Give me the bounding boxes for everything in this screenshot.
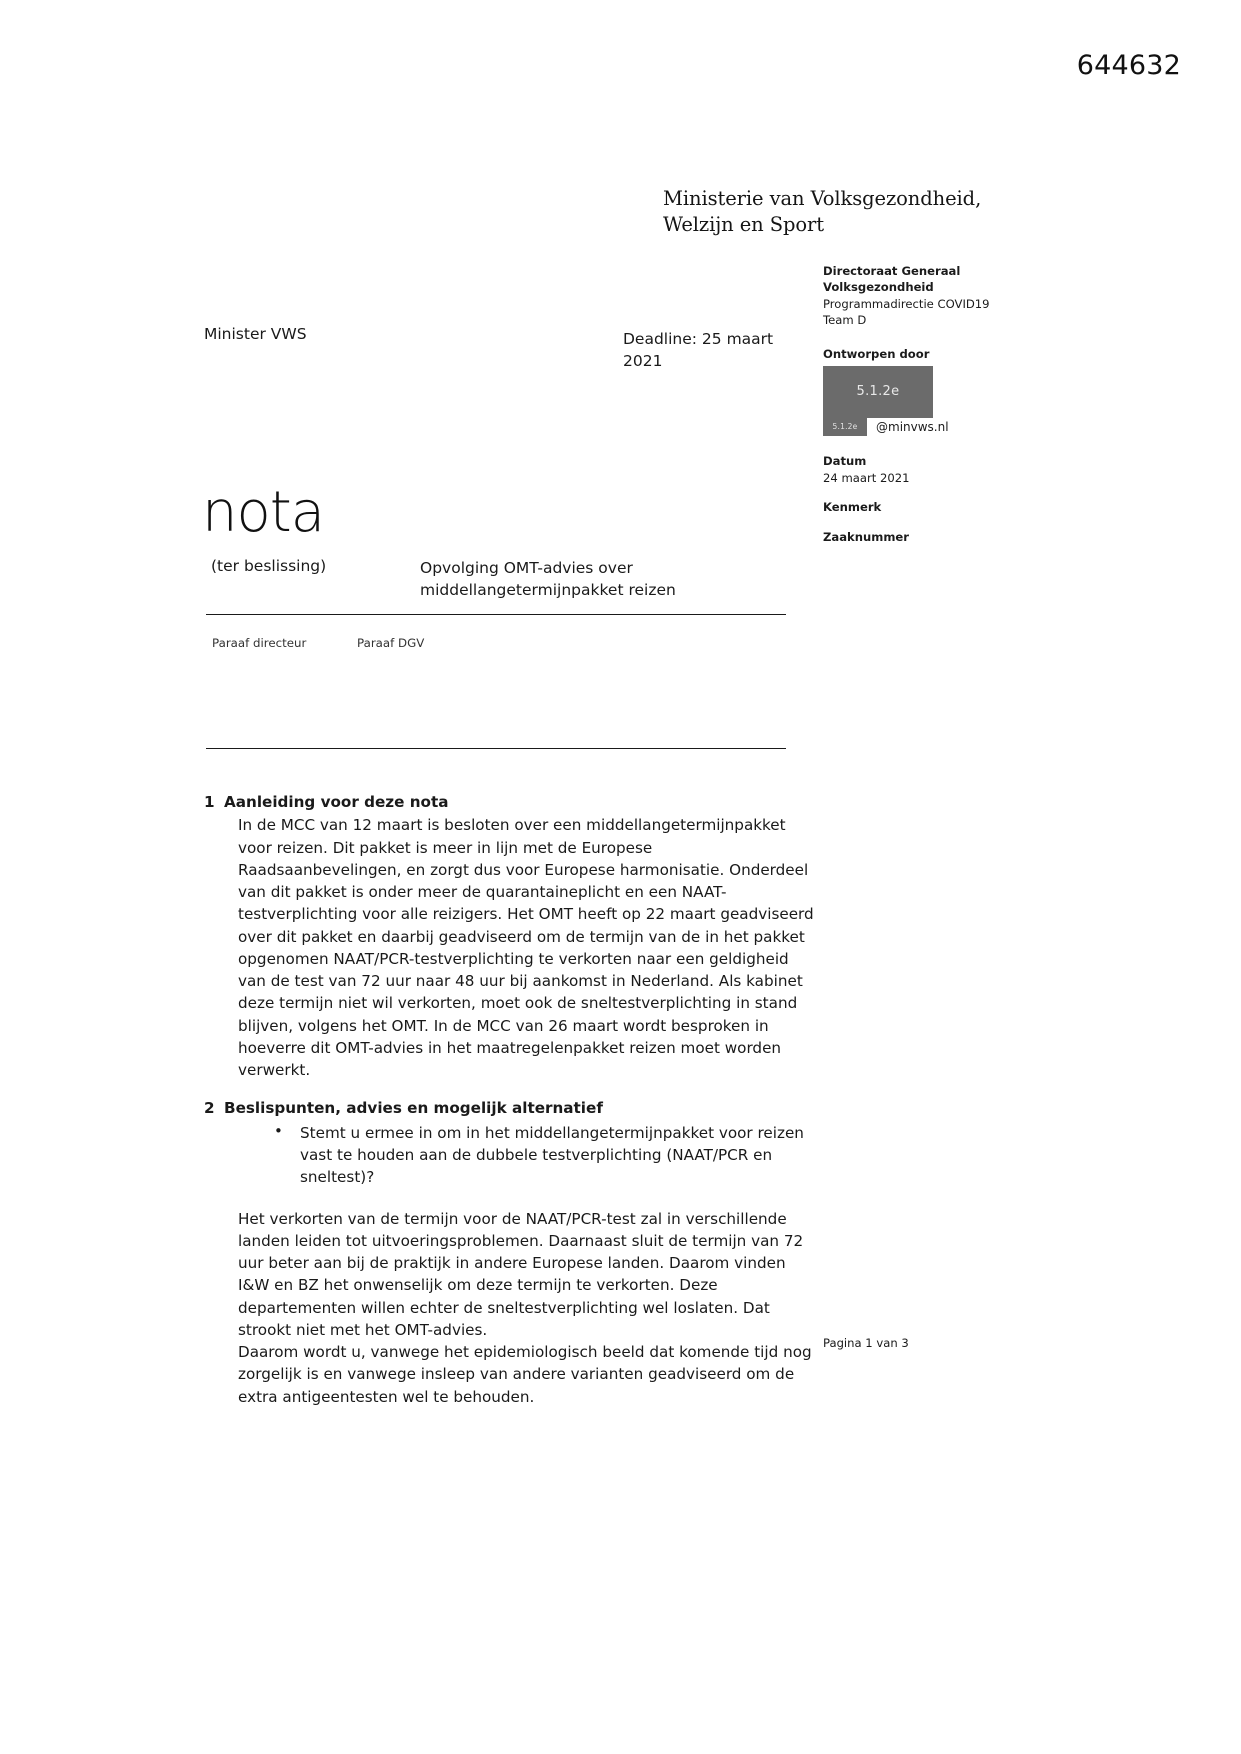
meta-column [823, 263, 1063, 545]
section-2-number: 2 [204, 1099, 215, 1118]
paraaf-directeur-label: Paraaf directeur [212, 636, 307, 650]
redaction-code-email: 5.1.2e [823, 418, 867, 436]
redacted-email-row [823, 418, 1063, 436]
masthead-line-1: Ministerie van Volksgezondheid, [663, 187, 982, 210]
section-1-heading [204, 791, 819, 813]
document-number: 644632 [1076, 50, 1181, 81]
list-item: • Stemt u ermee in om in het middellangetermijnpakket voor reizen vast te houden aan de dubbele testverplichting (NAAT/PCR en sneltest)? [274, 1122, 819, 1189]
section-1 [204, 791, 819, 1081]
section-2-heading [204, 1097, 819, 1119]
meta-kenmerk [823, 499, 1063, 515]
meta-spacer [823, 486, 1063, 499]
email-domain: @minvws.nl [876, 419, 949, 434]
subject-text: Opvolging OMT-advies over middellangetermijnpakket reizen [420, 559, 676, 599]
section-2-bullet-list [204, 1122, 819, 1189]
redacted-name-block [823, 366, 933, 418]
deadline: Deadline: 25 maart 2021 [623, 330, 774, 371]
section-2-paragraph-2: Daarom wordt u, vanwege het epidemiologisch beeld dat komende tijd nog zorgelijk is en vanwege insleep van andere varianten geadviseerd om de extra antigeentesten wel te behouden. [238, 1343, 812, 1406]
section-2-heading-text: Beslispunten, advies en mogelijk alternatief [224, 1099, 603, 1118]
section-1-number: 1 [204, 793, 215, 811]
meta-org-line-2: Volksgezondheid [823, 280, 934, 295]
addressee: Minister VWS [204, 325, 307, 343]
meta-zaaknummer-label: Zaaknummer [823, 529, 910, 544]
ministry-masthead [663, 186, 981, 237]
meta-org-line-1: Directoraat Generaal [823, 264, 961, 278]
section-2-paragraph-1: Het verkorten van de termijn voor de NAAT/PCR-test zal in verschillende landen leiden tot uitvoeringsproblemen. Daarnaast sluit de termijn van 72 uur beter aan bij de praktijk in andere Europese landen. Daarom vinden I&W en BZ het onwenselijk om deze termijn te verkorten. Deze departementen willen echter de sneltestverplichting wel loslaten. Dat strookt niet met het OMT-advies. [238, 1209, 804, 1339]
page-title: nota [202, 480, 325, 545]
section-2 [204, 1097, 819, 1407]
document-body [204, 791, 819, 1424]
redaction-code-name: 5.1.2e [856, 384, 900, 400]
masthead-line-2: Welzijn en Sport [663, 212, 824, 236]
section-1-paragraph: In de MCC van 12 maart is besloten over een middellangetermijnpakket voor reizen. Dit pakket is meer in lijn met de Europese Raadsaanbevelingen, en zorgt dus voor Europese harmonisatie. Onderdeel van dit pakket is onder meer de quarantaineplicht en een NAAT-testverplichting voor alle reizigers. Het OMT heeft op 22 maart geadviseerd over dit pakket en daarbij geadviseerd om de termijn van de in het pakket opgenomen NAAT/PCR-testverplichting te verkorten naar een geldigheid van de test van 72 uur naar 48 uur bij aankomst in Nederland. Als kabinet deze termijn niet wil verkorten, moet ook de sneltestverplichting in stand blijven, volgens het OMT. In de MCC van 26 maart wordt besproken in hoeverre dit OMT-advies in het maatregelenpakket reizen moet worden verwerkt. [238, 816, 814, 1080]
meta-date-value: 24 maart 2021 [823, 470, 910, 485]
meta-spacer [823, 329, 1063, 346]
meta-date-label: Datum [823, 454, 867, 469]
meta-designed-by [823, 346, 1063, 436]
divider-bottom [206, 748, 786, 749]
meta-spacer [823, 436, 1063, 453]
meta-kenmerk-label: Kenmerk [823, 500, 882, 515]
section-1-heading-text: Aanleiding voor deze nota [224, 793, 449, 811]
subject-kind: (ter beslissing) [211, 557, 327, 575]
paraaf-dgv-label: Paraaf DGV [357, 636, 425, 650]
meta-org-line-3: Programmadirectie COVID19 [823, 296, 990, 311]
meta-designed-by-label: Ontworpen door [823, 346, 930, 361]
meta-spacer [823, 516, 1063, 529]
divider-top [206, 614, 786, 615]
meta-date [823, 453, 1063, 486]
page-footer: Pagina 1 van 3 [823, 1336, 909, 1350]
meta-org-line-4: Team D [823, 313, 867, 328]
meta-zaaknummer [823, 529, 1063, 545]
meta-organisation [823, 263, 1063, 329]
